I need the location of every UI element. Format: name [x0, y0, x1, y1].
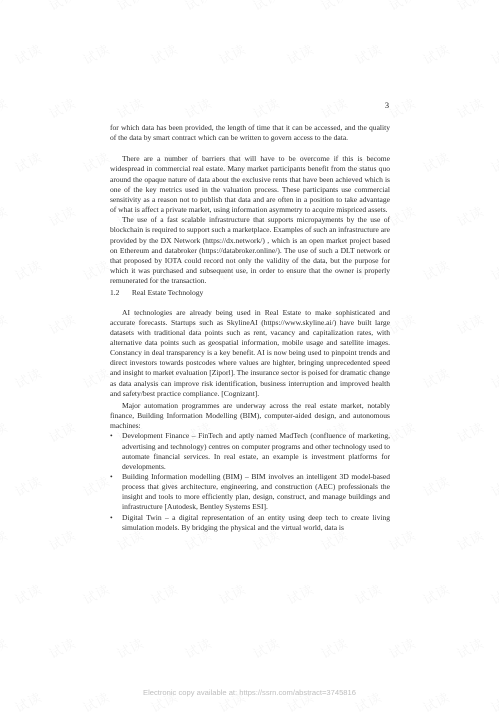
- watermark-mark: [113, 93, 147, 123]
- list-item-text: Digital Twin – a digital representation of an entity using deep tech to create living simulation models. By bridging the physical and the virtual world, data is: [122, 512, 390, 532]
- watermark-mark: [113, 633, 147, 663]
- section-heading: [110, 288, 390, 298]
- watermark-mark: [181, 633, 215, 663]
- watermark-mark: [419, 147, 453, 177]
- watermark-mark: [487, 363, 499, 393]
- watermark-mark: [487, 147, 499, 177]
- watermark-mark: [79, 255, 113, 285]
- list-item: [110, 472, 390, 513]
- watermark-mark: [453, 633, 487, 663]
- watermark-mark: [181, 93, 215, 123]
- watermark-mark: [147, 579, 181, 609]
- watermark-mark: [11, 363, 45, 393]
- paragraph-ai-technologies: AI technologies are already being used in Real Estate to make sophisticated and accurate forecasts. Startups such as SkylineAI (https://www.skyline.ai/) have built large datasets with traditional data points such as rent, vacancy and capitalization rates, with alternative data points such as geospatial information, mobile usage and satellite images. Constancy in deal transparency is a key benefit. AI is now being used to pinpoint trends and direct investors towards postcodes where values are highter, bringing unprecedented speed and insight to market evaluation [Ziporl]. The insurance sector is poised for dramatic change as data analysis can improve risk identification, business interruption and improved health and safety/best practice compliance. [Cognizant].: [110, 307, 390, 398]
- watermark-mark: [249, 0, 283, 14]
- section-title: Real Estate Technology: [131, 288, 204, 298]
- watermark-mark: [487, 255, 499, 285]
- watermark-mark: [385, 201, 419, 231]
- watermark-mark: [147, 39, 181, 69]
- watermark-mark: [0, 309, 11, 339]
- watermark-mark: [453, 309, 487, 339]
- watermark-mark: [215, 39, 249, 69]
- watermark-mark: [45, 0, 79, 14]
- paragraph-continuation: for which data has been provided, the length of time that it can be accessed, and the quality of the data by smart contract which can be written to govern access to the data.: [110, 123, 390, 143]
- watermark-mark: [385, 309, 419, 339]
- bullet-icon: •: [110, 512, 113, 522]
- watermark-mark: [0, 0, 11, 14]
- watermark-mark: [79, 471, 113, 501]
- watermark-mark: [385, 417, 419, 447]
- bullet-icon: •: [110, 431, 113, 441]
- watermark-mark: [419, 39, 453, 69]
- paragraph-infrastructure: The use of a fast scalable infrastructure that supports micropayments by the use of blockchain is required to support such a marketplace. Examples of such an infrastructure are provided by the DX Network (https://dx.network/) , which is an open market project based on Ethereum and databroker (https://databroker.online/). The use of such a DLT network or that proposed by IOTA could record not only the validity of the data, but the purpose for which it was purchased and subsequent use, in order to ensure that the owner is properly remunerated for the transaction.: [110, 215, 390, 286]
- watermark-mark: [419, 363, 453, 393]
- watermark-mark: [249, 633, 283, 663]
- watermark-mark: [283, 39, 317, 69]
- watermark-mark: [215, 579, 249, 609]
- watermark-mark: [45, 633, 79, 663]
- watermark-mark: [11, 255, 45, 285]
- paragraph-barriers: There are a number of barriers that will have to be overcome if this is become widespread in commercial real estate. Many market participants benefit from the status quo around the opaque nature of data about the exclusive rents that have been achieved which is one of the key metrics used in the valuation process. These participants use commercial sensitivity as a reason not to publish that data and are often in a position to take advantage of what is affect a private market, using information asymmetry to acquire mispriced assets.: [110, 154, 390, 215]
- watermark-mark: [351, 579, 385, 609]
- watermark-mark: [283, 579, 317, 609]
- watermark-mark: [351, 39, 385, 69]
- bullet-icon: •: [110, 472, 113, 481]
- watermark-mark: [11, 471, 45, 501]
- watermark-mark: [453, 417, 487, 447]
- watermark-mark: [385, 633, 419, 663]
- watermark-mark: [11, 147, 45, 177]
- watermark-mark: [79, 39, 113, 69]
- watermark-mark: [419, 471, 453, 501]
- watermark-mark: [487, 471, 499, 501]
- watermark-mark: [0, 93, 11, 123]
- watermark-mark: [487, 579, 499, 609]
- paragraph-automation: Major automation programmes are underway across the real estate market, notably finance, Building Information Modelling (BIM), computer-aided design, and autonomous machines:: [110, 400, 390, 431]
- watermark-mark: [317, 633, 351, 663]
- watermark-mark: [181, 0, 215, 14]
- watermark-mark: [249, 93, 283, 123]
- watermark-mark: [0, 201, 11, 231]
- list-item-text: Building Information modelling (BIM) – BIM involves an intelligent 3D model-based process that gives architecture, engineering, and construction (AEC) professionals the insight and tools to more efficiently plan, design, construct, and manage buildings and infrastructure [Autodesk, Bentley Systems ESI].: [122, 472, 390, 512]
- watermark-mark: [79, 147, 113, 177]
- list-item: [110, 431, 390, 472]
- watermark-mark: [45, 417, 79, 447]
- watermark-mark: [45, 309, 79, 339]
- watermark-mark: [453, 0, 487, 14]
- watermark-mark: [317, 0, 351, 14]
- watermark-mark: [385, 0, 419, 14]
- watermark-mark: [45, 93, 79, 123]
- watermark-mark: [113, 0, 147, 14]
- watermark-mark: [11, 39, 45, 69]
- watermark-mark: [45, 525, 79, 555]
- list-item-text: Development Finance – FinTech and aptly named MadTech (confluence of marketing, advertising and technology) centres on computer programs and other technology used to automate financial services. In real estate, an example is investment platforms for developments.: [122, 431, 390, 471]
- watermark-mark: [419, 579, 453, 609]
- watermark-mark: [317, 93, 351, 123]
- watermark-mark: [453, 525, 487, 555]
- watermark-mark: [0, 417, 11, 447]
- list-item: [110, 513, 390, 533]
- watermark-mark: [0, 633, 11, 663]
- body-text: [110, 123, 390, 533]
- watermark-mark: [0, 525, 11, 555]
- watermark-mark: [79, 363, 113, 393]
- page-number: 3: [384, 101, 389, 110]
- watermark-mark: [419, 255, 453, 285]
- watermark-mark: [487, 39, 499, 69]
- watermark-mark: [79, 579, 113, 609]
- watermark-mark: [453, 201, 487, 231]
- watermark-mark: [385, 93, 419, 123]
- watermark-mark: [45, 201, 79, 231]
- bullet-list: [110, 431, 390, 533]
- ssrn-footer-note: Electronic copy available at: https://ssrn.com/abstract=3745816: [143, 688, 356, 697]
- watermark-mark: [453, 93, 487, 123]
- section-number: 1.2: [110, 288, 120, 298]
- watermark-mark: [385, 525, 419, 555]
- watermark-mark: [11, 579, 45, 609]
